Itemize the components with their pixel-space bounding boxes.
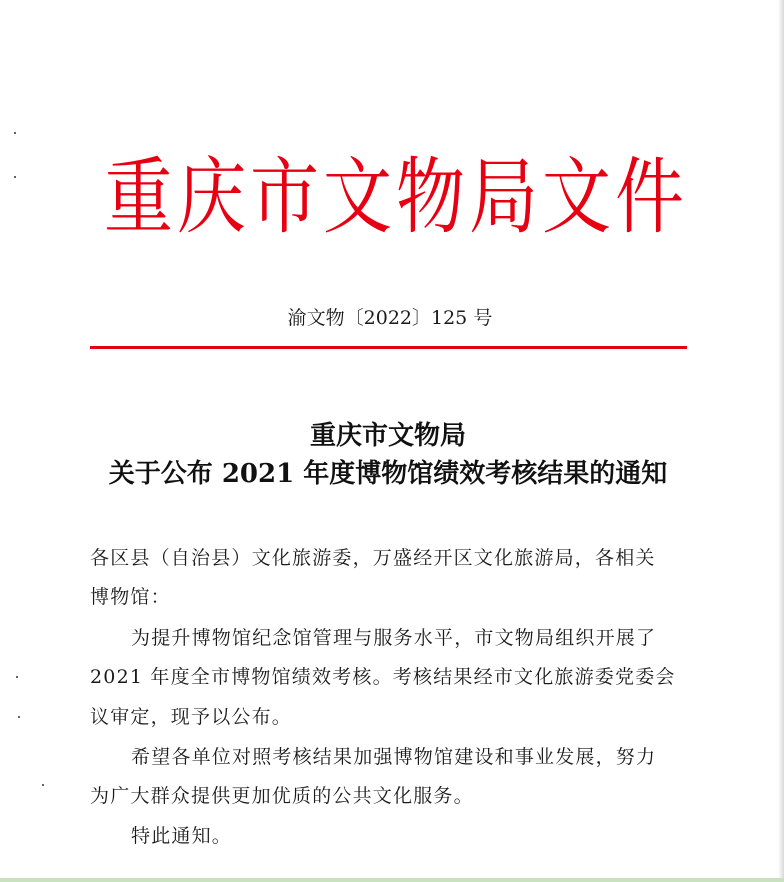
paragraph-1-line-1: 为提升博物馆纪念馆管理与服务水平，市文物局组织开展了 [131, 627, 657, 649]
addressee-line-1: 各区县（自治县）文化旅游委，万盛经开区文化旅游局，各相关 [90, 547, 656, 569]
notice-title-line-2: 关于公布 2021 年度博物馆绩效考核结果的通知 [108, 459, 668, 489]
header-red-rule [90, 346, 687, 349]
scan-speck [14, 132, 16, 134]
paragraph-2-line-2: 为广大群众提供更加优质的公共文化服务。 [90, 785, 474, 807]
scan-speck [14, 176, 16, 178]
scan-speck [42, 784, 44, 786]
scan-bottom-edge [0, 878, 784, 882]
paragraph-1-line-2: 2021 年度全市博物馆绩效考核。考核结果经市文化旅游委党委会 [90, 666, 676, 688]
document-number: 渝文物〔2022〕125 号 [287, 307, 493, 329]
scan-speck [18, 716, 20, 718]
scan-speck [16, 676, 18, 678]
issuing-authority-header: 重庆市文物局文件 [104, 150, 688, 246]
scan-edge-shadow [778, 0, 784, 882]
closing-remark: 特此通知。 [131, 825, 233, 847]
paragraph-1-line-3: 议审定，现予以公布。 [90, 706, 293, 728]
addressee-line-2: 博物馆： [90, 586, 171, 608]
notice-title-line-1: 重庆市文物局 [309, 421, 466, 451]
paragraph-2-line-1: 希望各单位对照考核结果加强博物馆建设和事业发展，努力 [131, 746, 657, 768]
